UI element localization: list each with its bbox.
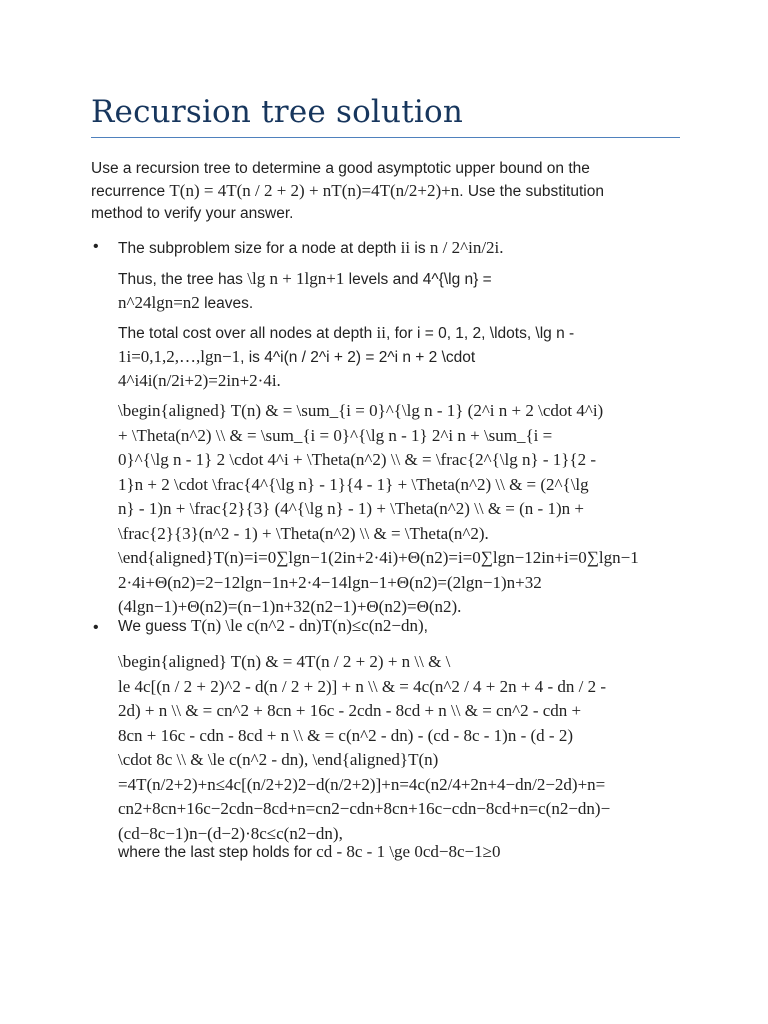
cost-text-3: , is 4^i(n / 2^i + 2) = 2^i n + 2 \cdot <box>240 349 476 366</box>
intro-recurrence-label: recurrence <box>91 183 170 200</box>
guess-line <box>118 614 684 638</box>
subproblem-size-paragraph <box>118 236 684 260</box>
equation-line: \begin{aligned} T(n) & = \sum_{i = 0}^{\lg n - 1} (2^i n + 2 \cdot 4^i) <box>118 401 604 420</box>
cost-depth-variable: ii <box>376 323 386 342</box>
equation-line: cn2+8cn+16c−2cdn−8cd+n=cn2−cdn+8cn+16c−cdn−8cd+n=c(n2−dn)− <box>118 799 611 818</box>
total-cost-paragraph <box>118 321 684 392</box>
cost-text: The total cost over all nodes at depth <box>118 325 377 342</box>
equation-line: (4lgn−1)+Θ(n2)=(n−1)n+32(n2−1)+Θ(n2)=Θ(n2). <box>118 597 462 616</box>
title-underline <box>91 137 680 138</box>
levels-line-2 <box>118 291 684 315</box>
subproblem-is: is <box>410 240 430 257</box>
guess-tail: , <box>423 618 428 635</box>
tree-levels-paragraph <box>118 267 684 315</box>
condition-paragraph <box>118 840 684 864</box>
leaves-text: leaves. <box>199 295 254 312</box>
equation-line: =4T(n/2+2)+n≤4c[(n/2+2)2−d(n/2+2)]+n=4c(n2/4+2n+4−dn/2−2d)+n= <box>118 774 606 794</box>
recurrence-formula: T(n) = 4T(n / 2 + 2) + nT(n)=4T(n/2+2)+n <box>169 181 460 200</box>
bullet-marker-2: • <box>93 619 99 636</box>
levels-text-2: levels and 4^{\lg n} = <box>344 271 492 288</box>
page-title: Recursion tree solution <box>91 94 464 130</box>
equation-line: n} - 1)n + \frac{2}{3} (4^{\lg n} - 1) + \Theta(n^2) \\ & = (n - 1)n + <box>118 499 584 518</box>
leaves-formula: n^24lgn=n2 <box>118 293 200 312</box>
equation-line: 2·4i+Θ(n2)=2−12lgn−1n+2·4−14lgn−1+Θ(n2)=(2lgn−1)n+32 <box>118 572 542 592</box>
condition-text: where the last step holds for <box>118 844 317 861</box>
intro-line-2-tail: . Use the substitution <box>459 183 604 200</box>
subproblem-formula: n / 2^in/2i. <box>429 238 504 257</box>
equation-line: (cd−8c−1)n−(d−2)·8c≤c(n2−dn), <box>118 823 343 843</box>
equation-line: le 4c[(n / 2 + 2)^2 - d(n / 2 + 2)] + n \\ & = 4c(n^2 / 4 + 2n + 4 - dn / 2 - <box>118 676 607 696</box>
condition-line <box>118 840 684 864</box>
equation-line: 0}^{\lg n - 1} 2 \cdot 4^i + \Theta(n^2) \\ & = \frac{2^{\lg n} - 1}{2 - <box>118 450 597 469</box>
subproblem-text: The subproblem size for a node at depth <box>118 240 401 257</box>
cost-line-1 <box>118 321 684 345</box>
equation-line: 1}n + 2 \cdot \frac{4^{\lg n} - 1}{4 - 1} + \Theta(n^2) \\ & = (2^{\lg <box>118 474 589 494</box>
guess-formula: T(n) \le c(n^2 - dn)T(n)≤c(n2−dn) <box>190 616 424 635</box>
levels-formula: \lg n + 1lgn+1 <box>247 269 345 288</box>
intro-line-1: Use a recursion tree to determine a good asymptotic upper bound on the <box>91 160 590 177</box>
guess-paragraph <box>118 614 684 638</box>
sum-derivation-equation <box>118 399 684 620</box>
guess-text: We guess <box>118 618 191 635</box>
intro-line-3: method to verify your answer. <box>91 205 294 222</box>
equation-line: \frac{2}{3}(n^2 - 1) + \Theta(n^2) \\ & = \Theta(n^2). <box>118 523 489 543</box>
levels-line-1 <box>118 267 684 291</box>
subproblem-size-line <box>118 236 684 260</box>
equation-line: 8cn + 16c - cdn - 8cd + n \\ & = c(n^2 - dn) - (cd - 8c - 1)n - (d - 2) <box>118 725 573 745</box>
condition-formula: cd - 8c - 1 \ge 0cd−8c−1≥0 <box>316 842 501 861</box>
cost-range-formula: 1i=0,1,2,…,lgn−1 <box>118 347 241 366</box>
cost-text-2: , for i = 0, 1, 2, \ldots, \lg n - <box>385 325 575 342</box>
cost-line-3: 4^i4i(n/2i+2)=2in+2·4i. <box>118 371 281 390</box>
problem-statement <box>91 158 691 225</box>
equation-line: + \Theta(n^2) \\ & = \sum_{i = 0}^{\lg n - 1} 2^i n + \sum_{i = <box>118 425 553 445</box>
intro-line-2 <box>91 180 691 203</box>
equation-line: \cdot 8c \\ & \le c(n^2 - dn), \end{aligned}T(n) <box>118 750 439 769</box>
substitution-equation <box>118 650 684 846</box>
levels-text: Thus, the tree has <box>118 271 248 288</box>
bullet-marker-1: • <box>93 238 99 255</box>
equation-line: \begin{aligned} T(n) & = 4T(n / 2 + 2) + n \\ & \ <box>118 652 451 671</box>
depth-variable: ii <box>400 238 411 257</box>
equation-line: \end{aligned}T(n)=i=0∑lgn−1(2in+2·4i)+Θ(n2)=i=0∑lgn−12in+i=0∑lgn−1 <box>118 548 639 567</box>
equation-line: 2d) + n \\ & = cn^2 + 8cn + 16c - 2cdn - 8cd + n \\ & = cn^2 - cdn + <box>118 701 582 720</box>
cost-line-2 <box>118 345 684 369</box>
